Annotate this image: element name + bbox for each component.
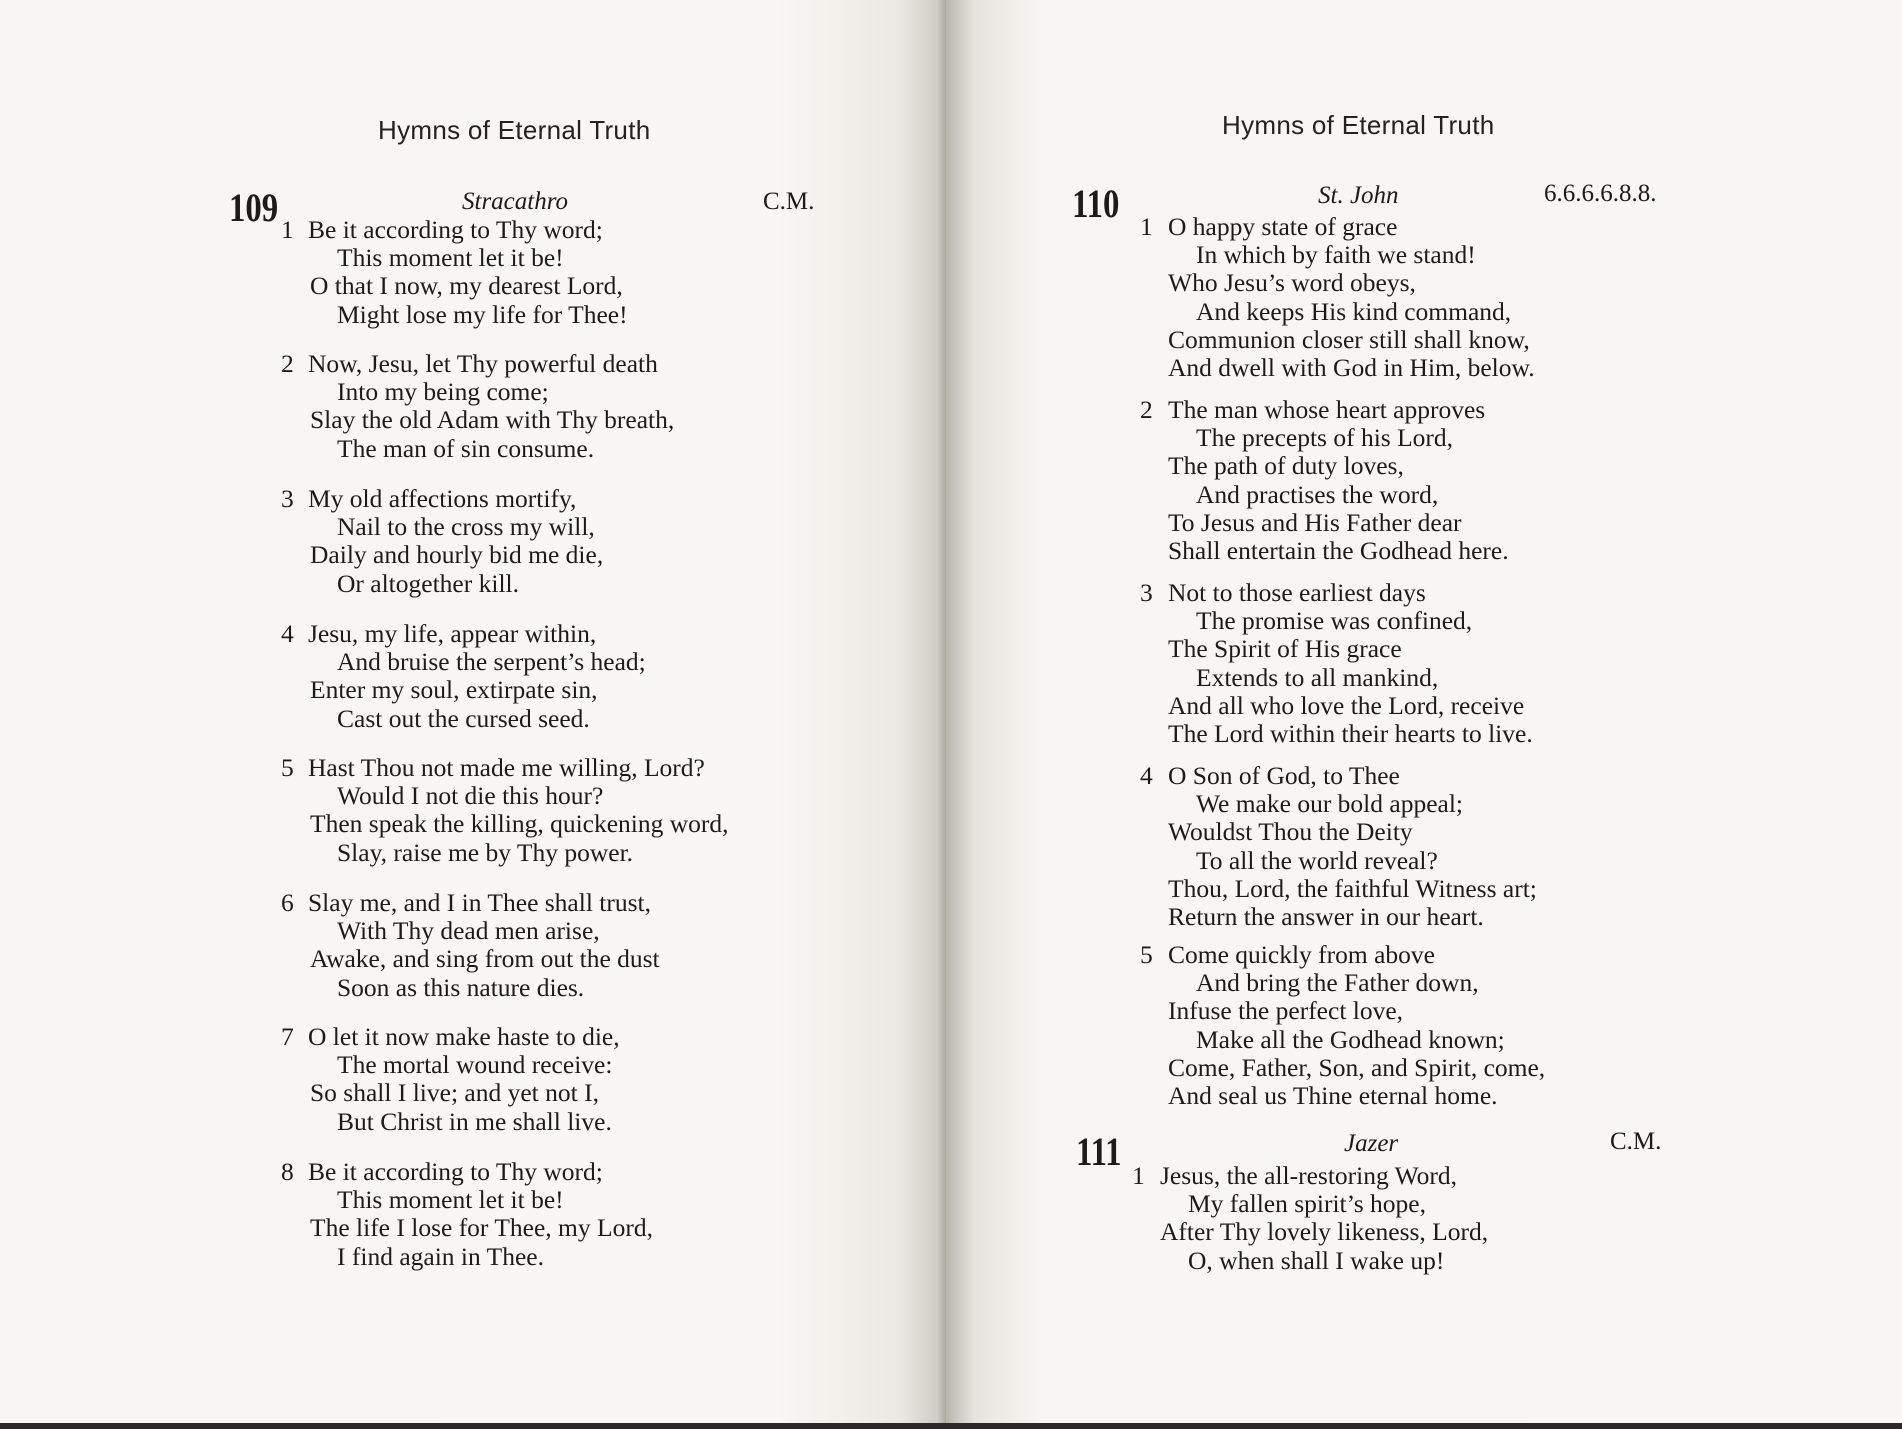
hymn-number-109: 109 — [229, 185, 279, 230]
verse-line: Slay me, and I in Thee shall trust, — [308, 888, 652, 917]
verse-line: And practises the word, — [1196, 479, 1439, 509]
verse-1 — [1132, 1161, 1489, 1275]
verse-line: The life I lose for Thee, my Lord, — [310, 1213, 653, 1243]
page-bottom-edge — [0, 1423, 1902, 1429]
verse-line: Come quickly from above — [1168, 940, 1435, 969]
verse-line: I find again in Thee. — [337, 1241, 545, 1271]
verse-number: 6 — [281, 888, 294, 917]
verse-4 — [1140, 761, 1537, 931]
verse-line: Who Jesu’s word obeys, — [1168, 268, 1416, 298]
verse-line: And keeps His kind command, — [1196, 296, 1512, 326]
meter-109: C.M. — [763, 188, 815, 215]
verse-number: 4 — [1140, 761, 1153, 790]
verse-line: Not to those earliest days — [1168, 578, 1426, 607]
verse-line: This moment let it be! — [337, 243, 564, 273]
verse-line: Slay the old Adam with Thy breath, — [310, 405, 675, 435]
verse-line: And seal us Thine eternal home. — [1168, 1080, 1498, 1110]
verse-2 — [281, 349, 675, 463]
verse-line: My old affections mortify, — [308, 484, 577, 513]
verse-line: And bruise the serpent’s head; — [337, 647, 646, 677]
verse-line: O Son of God, to Thee — [1168, 761, 1400, 790]
tune-name-stracathro: Stracathro — [462, 188, 569, 215]
verse-line: To Jesus and His Father dear — [1168, 507, 1462, 537]
verse-5 — [1140, 940, 1546, 1110]
verse-1 — [281, 215, 628, 329]
running-head-left: Hymns of Eternal Truth — [378, 115, 651, 145]
meter-111: C.M. — [1610, 1128, 1662, 1155]
verse-line: The path of duty loves, — [1168, 451, 1404, 481]
verse-line: But Christ in me shall live. — [337, 1106, 612, 1136]
verse-line: Cast out the cursed seed. — [337, 703, 590, 733]
verse-line: Jesus, the all-restoring Word, — [1160, 1161, 1458, 1190]
verse-line: Slay, raise me by Thy power. — [337, 837, 634, 867]
verse-line: My fallen spirit’s hope, — [1188, 1189, 1426, 1219]
left-page — [0, 0, 946, 1429]
verse-line: O let it now make haste to die, — [308, 1022, 620, 1051]
verse-line: Make all the Godhead known; — [1196, 1024, 1505, 1054]
verse-7 — [281, 1022, 620, 1136]
verse-number: 2 — [1140, 395, 1153, 424]
verse-line: Might lose my life for Thee! — [337, 299, 628, 329]
verse-1 — [1140, 212, 1535, 382]
verse-line: The promise was confined, — [1196, 606, 1473, 636]
verse-number: 1 — [281, 215, 294, 244]
verse-line: Daily and hourly bid me die, — [310, 540, 604, 570]
verse-line: Come, Father, Son, and Spirit, come, — [1168, 1052, 1546, 1082]
verse-line: Return the answer in our heart. — [1168, 901, 1484, 931]
verse-number: 5 — [281, 753, 294, 782]
verse-line: To all the world reveal? — [1196, 845, 1438, 875]
verse-line: After Thy lovely likeness, Lord, — [1160, 1217, 1489, 1247]
verse-line: Extends to all mankind, — [1196, 662, 1439, 692]
tune-name-jazer: Jazer — [1344, 1130, 1399, 1157]
verse-3 — [281, 484, 604, 598]
running-head-right: Hymns of Eternal Truth — [1222, 110, 1495, 140]
verse-line: Jesu, my life, appear within, — [308, 619, 597, 648]
verse-line: In which by faith we stand! — [1196, 240, 1476, 270]
verse-line: With Thy dead men arise, — [337, 916, 600, 946]
verse-line: Or altogether kill. — [337, 568, 519, 598]
verse-line: The precepts of his Lord, — [1196, 423, 1454, 453]
verse-line: The Lord within their hearts to live. — [1168, 718, 1533, 748]
verse-line: And bring the Father down, — [1196, 968, 1479, 998]
verse-line: O that I now, my dearest Lord, — [310, 271, 623, 301]
verse-number: 2 — [281, 349, 294, 378]
verse-line: And dwell with God in Him, below. — [1168, 352, 1535, 382]
verse-3 — [1140, 578, 1533, 748]
verse-line: The Spirit of His grace — [1168, 634, 1402, 664]
verse-line: Hast Thou not made me willing, Lord? — [308, 753, 705, 782]
verse-line: Wouldst Thou the Deity — [1168, 817, 1413, 847]
verse-number: 7 — [281, 1022, 294, 1051]
verse-6 — [281, 888, 660, 1002]
tune-name-st-john: St. John — [1318, 182, 1399, 209]
verse-number: 4 — [281, 619, 294, 648]
verse-line: Infuse the perfect love, — [1168, 996, 1404, 1026]
verse-line: O, when shall I wake up! — [1188, 1245, 1445, 1275]
meter-110: 6.6.6.6.8.8. — [1544, 180, 1657, 207]
verse-number: 5 — [1140, 940, 1153, 969]
verse-line: This moment let it be! — [337, 1185, 564, 1215]
verse-line: Then speak the killing, quickening word, — [310, 809, 729, 839]
verse-line: So shall I live; and yet not I, — [310, 1078, 599, 1108]
hymn-number-111: 111 — [1076, 1129, 1122, 1174]
right-page — [946, 0, 1902, 1429]
verse-line: Soon as this nature dies. — [337, 972, 585, 1002]
verse-number: 8 — [281, 1157, 294, 1186]
verse-line: Would I not die this hour? — [337, 781, 604, 811]
verse-line: The mortal wound receive: — [337, 1050, 613, 1080]
verse-line: Shall entertain the Godhead here. — [1168, 535, 1509, 565]
verse-line: Be it according to Thy word; — [308, 1157, 603, 1186]
verse-line: Nail to the cross my will, — [337, 512, 595, 542]
verse-line: Thou, Lord, the faithful Witness art; — [1168, 873, 1537, 903]
verse-line: Communion closer still shall know, — [1168, 324, 1530, 354]
verse-line: Now, Jesu, let Thy powerful death — [308, 349, 658, 378]
verse-line: We make our bold appeal; — [1196, 789, 1464, 819]
hymn-number-110: 110 — [1072, 181, 1120, 226]
verse-5 — [281, 753, 729, 867]
verse-line: O happy state of grace — [1168, 212, 1398, 241]
verse-line: Be it according to Thy word; — [308, 215, 603, 244]
verse-line: Enter my soul, extirpate sin, — [310, 675, 598, 705]
verse-number: 3 — [1140, 578, 1153, 607]
verse-line: The man of sin consume. — [337, 433, 595, 463]
verse-line: Into my being come; — [337, 377, 549, 407]
verse-line: And all who love the Lord, receive — [1168, 690, 1525, 720]
verse-number: 1 — [1140, 212, 1153, 241]
verse-8 — [281, 1157, 653, 1271]
verse-4 — [281, 619, 646, 733]
verse-number: 3 — [281, 484, 294, 513]
verse-line: Awake, and sing from out the dust — [310, 944, 660, 974]
verse-number: 1 — [1132, 1161, 1145, 1190]
verse-line: The man whose heart approves — [1168, 395, 1486, 424]
verse-2 — [1140, 395, 1509, 565]
